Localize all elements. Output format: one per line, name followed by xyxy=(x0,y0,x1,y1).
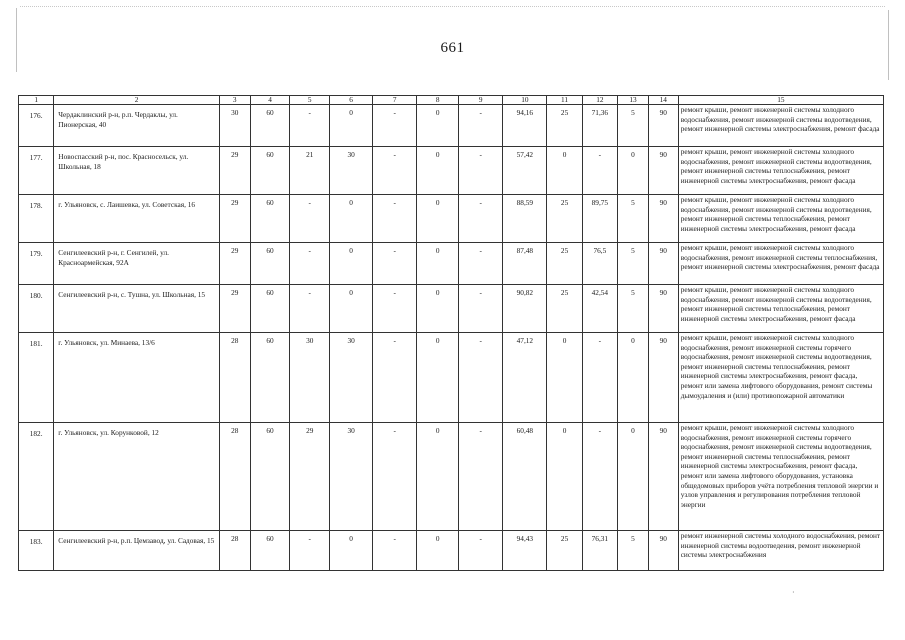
row-number: 183. xyxy=(19,531,54,571)
value-cell: 90 xyxy=(648,531,678,571)
value-cell: 28 xyxy=(219,423,250,531)
scan-edge-top xyxy=(20,6,885,7)
value-cell: 60 xyxy=(250,243,290,285)
value-cell: 25 xyxy=(547,243,582,285)
value-cell: 0 xyxy=(618,333,649,423)
value-cell: - xyxy=(373,531,417,571)
works-cell: ремонт крыши, ремонт инженерной системы холодного водоснабжения, ремонт инженерной системы водоотведения, ремонт инженерной системы теплоснабжения, ремонт инженерной системы электроснабжения, ремонт фасада xyxy=(678,147,883,195)
value-cell: - xyxy=(582,147,617,195)
value-cell: 5 xyxy=(618,285,649,333)
value-cell: 0 xyxy=(330,531,373,571)
value-cell: - xyxy=(582,333,617,423)
column-header: 7 xyxy=(373,96,417,105)
column-header: 9 xyxy=(459,96,503,105)
value-cell: 0 xyxy=(330,105,373,147)
value-cell: 47,12 xyxy=(503,333,547,423)
value-cell: - xyxy=(373,195,417,243)
table-body xyxy=(19,105,884,571)
value-cell: - xyxy=(459,105,503,147)
value-cell: 94,43 xyxy=(503,531,547,571)
value-cell: 60 xyxy=(250,195,290,243)
works-cell: ремонт инженерной системы холодного водоснабжения, ремонт инженерной системы водоотведения, ремонт инженерной системы электроснабжения xyxy=(678,531,883,571)
value-cell: 5 xyxy=(618,105,649,147)
row-number: 177. xyxy=(19,147,54,195)
value-cell: - xyxy=(290,195,330,243)
value-cell: 60 xyxy=(250,285,290,333)
value-cell: 0 xyxy=(417,243,459,285)
value-cell: - xyxy=(459,333,503,423)
column-header: 11 xyxy=(547,96,582,105)
value-cell: 0 xyxy=(547,333,582,423)
address-cell: Новоспасский р-н, пос. Красносельск, ул. Школьная, 18 xyxy=(54,147,219,195)
value-cell: 30 xyxy=(290,333,330,423)
value-cell: 88,59 xyxy=(503,195,547,243)
value-cell: 0 xyxy=(417,333,459,423)
value-cell: - xyxy=(290,285,330,333)
value-cell: 0 xyxy=(330,195,373,243)
value-cell: 0 xyxy=(547,147,582,195)
table-row xyxy=(19,195,884,243)
column-header: 3 xyxy=(219,96,250,105)
value-cell: 5 xyxy=(618,531,649,571)
address-cell: Чердаклинский р-н, р.п. Чердаклы, ул. Пионерская, 40 xyxy=(54,105,219,147)
value-cell: - xyxy=(290,105,330,147)
value-cell: 0 xyxy=(547,423,582,531)
address-cell: Сенгилеевский р-н, р.п. Цемзавод, ул. Садовая, 15 xyxy=(54,531,219,571)
value-cell: 57,42 xyxy=(503,147,547,195)
value-cell: 90 xyxy=(648,105,678,147)
row-number: 182. xyxy=(19,423,54,531)
value-cell: 30 xyxy=(330,423,373,531)
value-cell: - xyxy=(459,531,503,571)
value-cell: - xyxy=(582,423,617,531)
works-cell: ремонт крыши, ремонт инженерной системы холодного водоснабжения, ремонт инженерной системы теплоснабжения, ремонт инженерной системы электроснабжения, ремонт фасада xyxy=(678,243,883,285)
value-cell: 25 xyxy=(547,105,582,147)
value-cell: - xyxy=(459,423,503,531)
value-cell: - xyxy=(373,333,417,423)
works-cell: ремонт крыши, ремонт инженерной системы холодного водоснабжения, ремонт инженерной системы водоотведения, ремонт инженерной системы электроснабжения, ремонт фасада xyxy=(678,105,883,147)
value-cell: 29 xyxy=(290,423,330,531)
value-cell: 89,75 xyxy=(582,195,617,243)
value-cell: 0 xyxy=(417,105,459,147)
value-cell: 94,16 xyxy=(503,105,547,147)
works-cell: ремонт крыши, ремонт инженерной системы холодного водоснабжения, ремонт инженерной системы водоотведения, ремонт инженерной системы теплоснабжения, ремонт инженерной системы электроснабжения, ремонт фасада xyxy=(678,285,883,333)
table-row xyxy=(19,285,884,333)
address-cell: Сенгилеевский р-н, с. Тушна, ул. Школьная, 15 xyxy=(54,285,219,333)
column-header: 6 xyxy=(330,96,373,105)
value-cell: - xyxy=(459,195,503,243)
address-cell: Сенгилеевский р-н, г. Сенгилей, ул. Красноармейская, 92А xyxy=(54,243,219,285)
value-cell: - xyxy=(290,531,330,571)
value-cell: 25 xyxy=(547,531,582,571)
value-cell: 90 xyxy=(648,195,678,243)
value-cell: 60,48 xyxy=(503,423,547,531)
works-cell: ремонт крыши, ремонт инженерной системы холодного водоснабжения, ремонт инженерной системы водоотведения, ремонт инженерной системы теплоснабжения, ремонт инженерной системы электроснабжения, ремонт фасада xyxy=(678,195,883,243)
value-cell: 0 xyxy=(618,423,649,531)
value-cell: 5 xyxy=(618,195,649,243)
value-cell: 60 xyxy=(250,147,290,195)
value-cell: 30 xyxy=(330,147,373,195)
repair-program-table-container xyxy=(18,95,884,571)
value-cell: 87,48 xyxy=(503,243,547,285)
column-header: 12 xyxy=(582,96,617,105)
value-cell: 0 xyxy=(417,285,459,333)
value-cell: 30 xyxy=(330,333,373,423)
column-header: 1 xyxy=(19,96,54,105)
value-cell: 0 xyxy=(417,147,459,195)
value-cell: 60 xyxy=(250,105,290,147)
value-cell: - xyxy=(290,243,330,285)
value-cell: 76,5 xyxy=(582,243,617,285)
row-number: 178. xyxy=(19,195,54,243)
value-cell: 25 xyxy=(547,285,582,333)
repair-program-table xyxy=(18,95,884,571)
value-cell: 76,31 xyxy=(582,531,617,571)
column-header: 15 xyxy=(678,96,883,105)
value-cell: 90 xyxy=(648,243,678,285)
column-header: 5 xyxy=(290,96,330,105)
value-cell: 21 xyxy=(290,147,330,195)
table-row xyxy=(19,105,884,147)
value-cell: 0 xyxy=(417,423,459,531)
row-number: 176. xyxy=(19,105,54,147)
value-cell: 42,54 xyxy=(582,285,617,333)
value-cell: 60 xyxy=(250,423,290,531)
value-cell: 90 xyxy=(648,285,678,333)
value-cell: - xyxy=(459,285,503,333)
table-header xyxy=(19,96,884,105)
column-header: 14 xyxy=(648,96,678,105)
column-header: 2 xyxy=(54,96,219,105)
scan-mark: · xyxy=(792,588,795,597)
column-header: 13 xyxy=(618,96,649,105)
column-header: 4 xyxy=(250,96,290,105)
works-cell: ремонт крыши, ремонт инженерной системы холодного водоснабжения, ремонт инженерной системы горячего водоснабжения, ремонт инженерной системы водоотведения, ремонт инженерной системы теплоснабжения, ремонт инженерной системы электроснабжения, ремонт фасада, ремонт или замена лифтового оборудования, ремонт системы дымоудаления и (или) противопожарной автоматики xyxy=(678,333,883,423)
value-cell: - xyxy=(373,105,417,147)
value-cell: - xyxy=(373,243,417,285)
value-cell: 60 xyxy=(250,531,290,571)
works-cell: ремонт крыши, ремонт инженерной системы холодного водоснабжения, ремонт инженерной системы горячего водоснабжения, ремонт инженерной системы водоотведения, ремонт инженерной системы теплоснабжения, ремонт инженерной системы электроснабжения, ремонт фасада, ремонт или замена лифтового оборудования, установка общедомовых приборов учёта потребления тепловой энергии и узлов управления и регулирования потребления тепловой энергии xyxy=(678,423,883,531)
address-cell: г. Ульяновск, ул. Корунковой, 12 xyxy=(54,423,219,531)
address-cell: г. Ульяновск, ул. Минаева, 13/6 xyxy=(54,333,219,423)
value-cell: 90,82 xyxy=(503,285,547,333)
value-cell: 25 xyxy=(547,195,582,243)
address-cell: г. Ульяновск, с. Лаишевка, ул. Советская, 16 xyxy=(54,195,219,243)
value-cell: 29 xyxy=(219,243,250,285)
value-cell: 0 xyxy=(417,195,459,243)
table-row xyxy=(19,243,884,285)
value-cell: 0 xyxy=(618,147,649,195)
row-number: 180. xyxy=(19,285,54,333)
column-header: 8 xyxy=(417,96,459,105)
table-row xyxy=(19,531,884,571)
table-row xyxy=(19,333,884,423)
row-number: 181. xyxy=(19,333,54,423)
page-number: 661 xyxy=(440,40,465,56)
value-cell: 28 xyxy=(219,333,250,423)
value-cell: 0 xyxy=(330,243,373,285)
value-cell: 5 xyxy=(618,243,649,285)
table-row xyxy=(19,147,884,195)
value-cell: 71,36 xyxy=(582,105,617,147)
column-header: 10 xyxy=(503,96,547,105)
value-cell: 29 xyxy=(219,285,250,333)
value-cell: 0 xyxy=(417,531,459,571)
value-cell: 90 xyxy=(648,423,678,531)
column-number-row xyxy=(19,96,884,105)
row-number: 179. xyxy=(19,243,54,285)
value-cell: 60 xyxy=(250,333,290,423)
value-cell: - xyxy=(373,423,417,531)
value-cell: 28 xyxy=(219,531,250,571)
table-row xyxy=(19,423,884,531)
value-cell: - xyxy=(373,285,417,333)
value-cell: 29 xyxy=(219,195,250,243)
value-cell: - xyxy=(373,147,417,195)
value-cell: 30 xyxy=(219,105,250,147)
value-cell: - xyxy=(459,147,503,195)
value-cell: 29 xyxy=(219,147,250,195)
value-cell: 90 xyxy=(648,333,678,423)
value-cell: 90 xyxy=(648,147,678,195)
value-cell: 0 xyxy=(330,285,373,333)
value-cell: - xyxy=(459,243,503,285)
